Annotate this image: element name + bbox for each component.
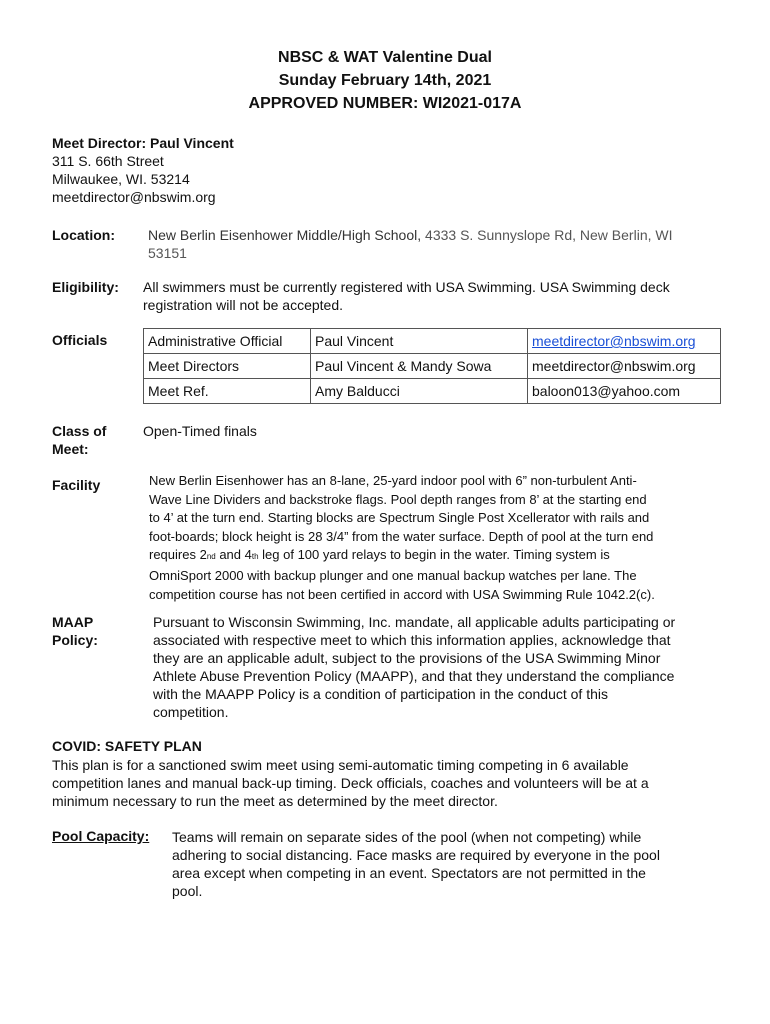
facility-text-part: and 4 [215, 547, 252, 563]
location-label: Location: [52, 227, 115, 243]
official-email: meetdirector@nbswim.org [528, 354, 721, 379]
meet-director-name: Meet Director: Paul Vincent [52, 135, 234, 151]
facility-text-part: leg of 100 yard relays to begin in the water. Timing system is [258, 547, 610, 563]
maap-policy-label [52, 613, 98, 649]
official-role: Meet Ref. [144, 379, 311, 404]
pool-line: pool. [172, 883, 203, 899]
facility-line: Wave Line Dividers and backstroke flags. Pool depth ranges from 8’ at the starting end [149, 491, 647, 507]
table-row [144, 329, 721, 354]
facility-line: to 4’ at the turn end. Starting blocks are Spectrum Single Post Xcellerator with rails and [149, 510, 650, 526]
eligibility-line: All swimmers must be currently registered with USA Swimming. USA Swimming deck [143, 279, 670, 295]
covid-line: This plan is for a sanctioned swim meet using semi-automatic timing competing in 6 available [52, 757, 629, 773]
facility-text-part: requires 2 [149, 547, 207, 563]
class-label-line: Class of [52, 423, 107, 439]
eligibility-line: registration will not be accepted. [143, 297, 343, 313]
location-address: 4333 S. Sunnyslope Rd, New Berlin, WI [425, 227, 673, 243]
official-email-link[interactable]: meetdirector@nbswim.org [532, 333, 696, 349]
maap-line: they are an applicable adult, subject to the provisions of the USA Swimming Minor [153, 650, 661, 666]
meet-director-block [52, 134, 234, 206]
maap-label-line: MAAP [52, 614, 94, 630]
official-email-cell [528, 329, 721, 354]
class-of-meet-value: Open-Timed finals [143, 423, 257, 439]
director-street: 311 S. 66th Street [52, 153, 164, 169]
pool-capacity-label: Pool Capacity: [52, 828, 150, 844]
location-venue: New Berlin Eisenhower Middle/High School, [148, 227, 426, 243]
class-label-line: Meet: [52, 441, 89, 457]
official-role: Administrative Official [144, 329, 311, 354]
meet-title: NBSC & WAT Valentine Dual [278, 49, 492, 66]
maap-line: Athlete Abuse Prevention Policy (MAAPP), and that they understand the compliance [153, 668, 675, 684]
covid-line: minimum necessary to run the meet as determined by the meet director. [52, 793, 498, 809]
official-name: Paul Vincent [311, 329, 528, 354]
covid-safety-title: COVID: SAFETY PLAN [52, 738, 202, 754]
eligibility-text [143, 278, 733, 314]
covid-safety-text [52, 756, 712, 810]
officials-table [143, 328, 721, 404]
covid-line: competition lanes and manual back-up timing. Deck officials, coaches and volunteers will be at a [52, 775, 649, 791]
official-role: Meet Directors [144, 354, 311, 379]
maap-policy-text [153, 613, 733, 721]
official-email: baloon013@yahoo.com [528, 379, 721, 404]
table-row [144, 354, 721, 379]
facility-line: competition course has not been certified in accord with USA Swimming Rule 1042.2(c). [149, 586, 655, 602]
maap-line: with the MAAPP Policy is a condition of participation in the conduct of this [153, 686, 608, 702]
facility-line [149, 546, 729, 567]
pool-capacity-text [172, 828, 712, 900]
ordinal-suffix: nd [206, 552, 216, 562]
eligibility-label: Eligibility: [52, 279, 119, 295]
director-email: meetdirector@nbswim.org [52, 189, 216, 205]
facility-line: New Berlin Eisenhower has an 8-lane, 25-yard indoor pool with 6” non-turbulent Anti- [149, 473, 637, 488]
table-row [144, 379, 721, 404]
location-text [148, 226, 708, 262]
official-name: Paul Vincent & Mandy Sowa [311, 354, 528, 379]
maap-line: competition. [153, 704, 229, 720]
meet-header [0, 46, 770, 115]
maap-line: Pursuant to Wisconsin Swimming, Inc. mandate, all applicable adults participating or [153, 614, 676, 630]
director-city: Milwaukee, WI. 53214 [52, 171, 190, 187]
ordinal-suffix: th [251, 552, 259, 562]
pool-line: Teams will remain on separate sides of the pool (when not competing) while [172, 829, 642, 845]
approved-number: APPROVED NUMBER: WI2021-017A [248, 95, 522, 112]
class-of-meet-label [52, 422, 106, 458]
officials-label: Officials [52, 332, 108, 348]
facility-label: Facility [52, 477, 101, 493]
location-zip: 53151 [148, 245, 187, 261]
facility-line: foot-boards; block height is 28 3/4” from the water surface. Depth of pool at the turn end [149, 528, 654, 544]
meet-date: Sunday February 14th, 2021 [278, 72, 492, 89]
pool-line: area except when competing in an event. Spectators are not permitted in the [172, 865, 646, 881]
official-name: Amy Balducci [311, 379, 528, 404]
facility-line: OmniSport 2000 with backup plunger and one manual backup watches per lane. The [149, 567, 637, 583]
facility-text [149, 472, 729, 604]
maap-line: associated with respective meet to which this information applies, acknowledge that [153, 632, 671, 648]
pool-line: adhering to social distancing. Face masks are required by everyone in the pool [172, 847, 660, 863]
maap-label-line: Policy: [52, 632, 98, 648]
